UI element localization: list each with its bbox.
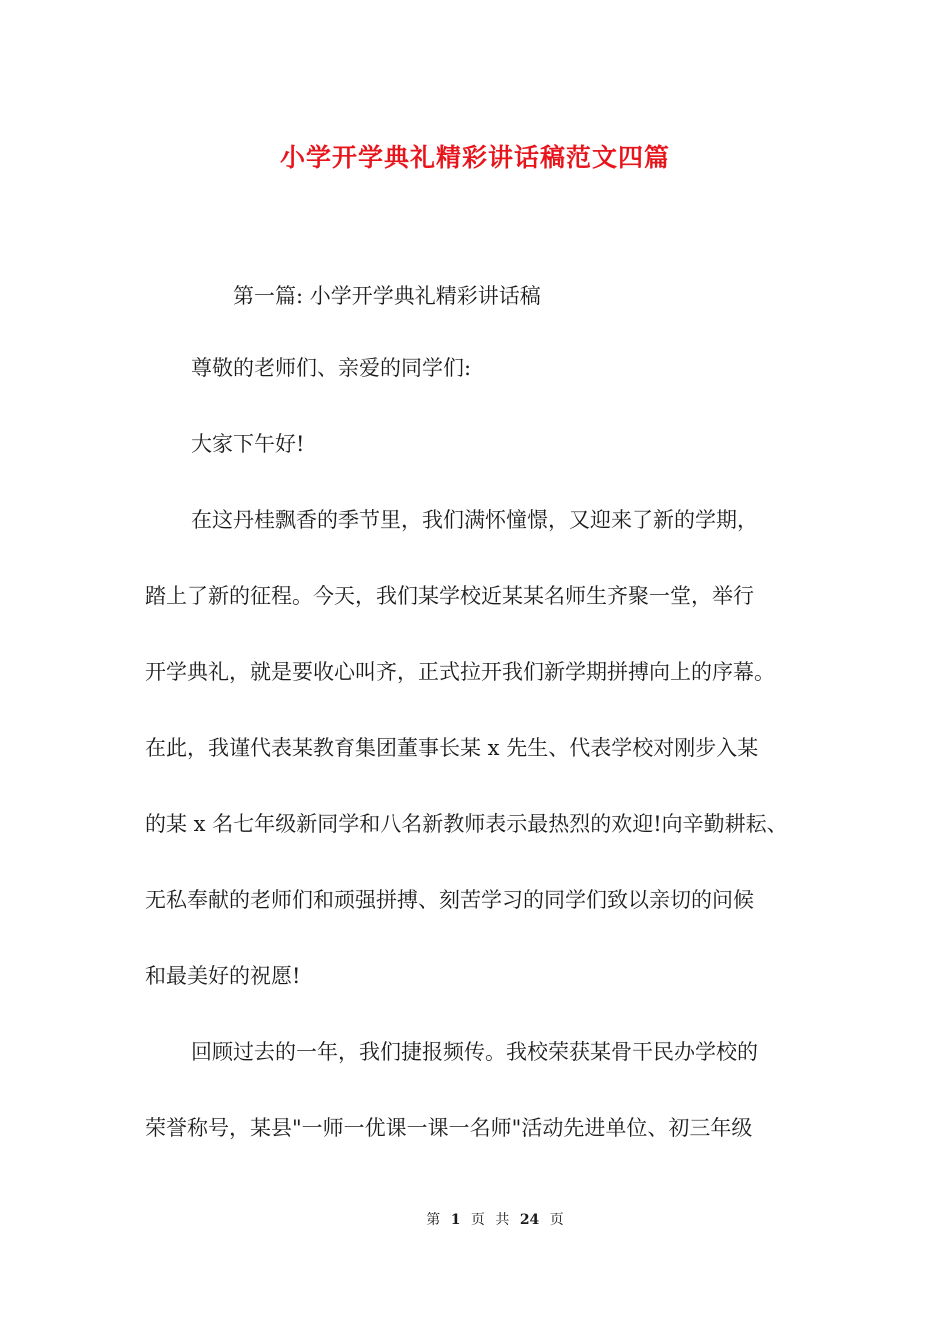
paragraph-line: 尊敬的老师们、亲爱的同学们: xyxy=(191,356,472,380)
footer-page-word: 页 xyxy=(470,1212,485,1228)
paragraph-line: 和最美好的祝愿! xyxy=(145,964,301,988)
total-pages-number: 24 xyxy=(519,1212,540,1228)
page-number-footer xyxy=(0,1209,950,1229)
paragraph-line: 大家下午好! xyxy=(191,432,305,456)
footer-suffix: 页 xyxy=(549,1212,564,1228)
paragraph-line: 回顾过去的一年，我们捷报频传。我校荣获某骨干民办学校的 xyxy=(191,1040,758,1064)
paragraph-line: 无私奉献的老师们和顽强拼搏、刻苦学习的同学们致以亲切的问候 xyxy=(145,888,754,912)
document-title: 小学开学典礼精彩讲话稿范文四篇 xyxy=(279,143,670,172)
paragraph-line: 踏上了新的征程。今天，我们某学校近某某名师生齐聚一堂，举行 xyxy=(145,584,754,608)
paragraph-line: 的某 x 名七年级新同学和八名新教师表示最热烈的欢迎!向辛勤耕耘、 xyxy=(145,812,788,836)
footer-total-word: 共 xyxy=(495,1212,510,1228)
paragraph-line: 开学典礼，就是要收心叫齐，正式拉开我们新学期拼搏向上的序幕。 xyxy=(145,660,775,684)
paragraph-line: 荣誉称号，某县"一师一优课一课一名师"活动先进单位、初三年级 xyxy=(145,1116,753,1140)
footer-prefix: 第 xyxy=(426,1212,441,1228)
paragraph-line: 在这丹桂飘香的季节里，我们满怀憧憬，又迎来了新的学期， xyxy=(191,508,758,532)
document-body xyxy=(145,345,825,1181)
section-heading: 第一篇: 小学开学典礼精彩讲话稿 xyxy=(233,284,541,308)
paragraph-line: 在此，我谨代表某教育集团董事长某 x 先生、代表学校对刚步入某 xyxy=(145,736,759,760)
current-page-number: 1 xyxy=(450,1212,461,1228)
